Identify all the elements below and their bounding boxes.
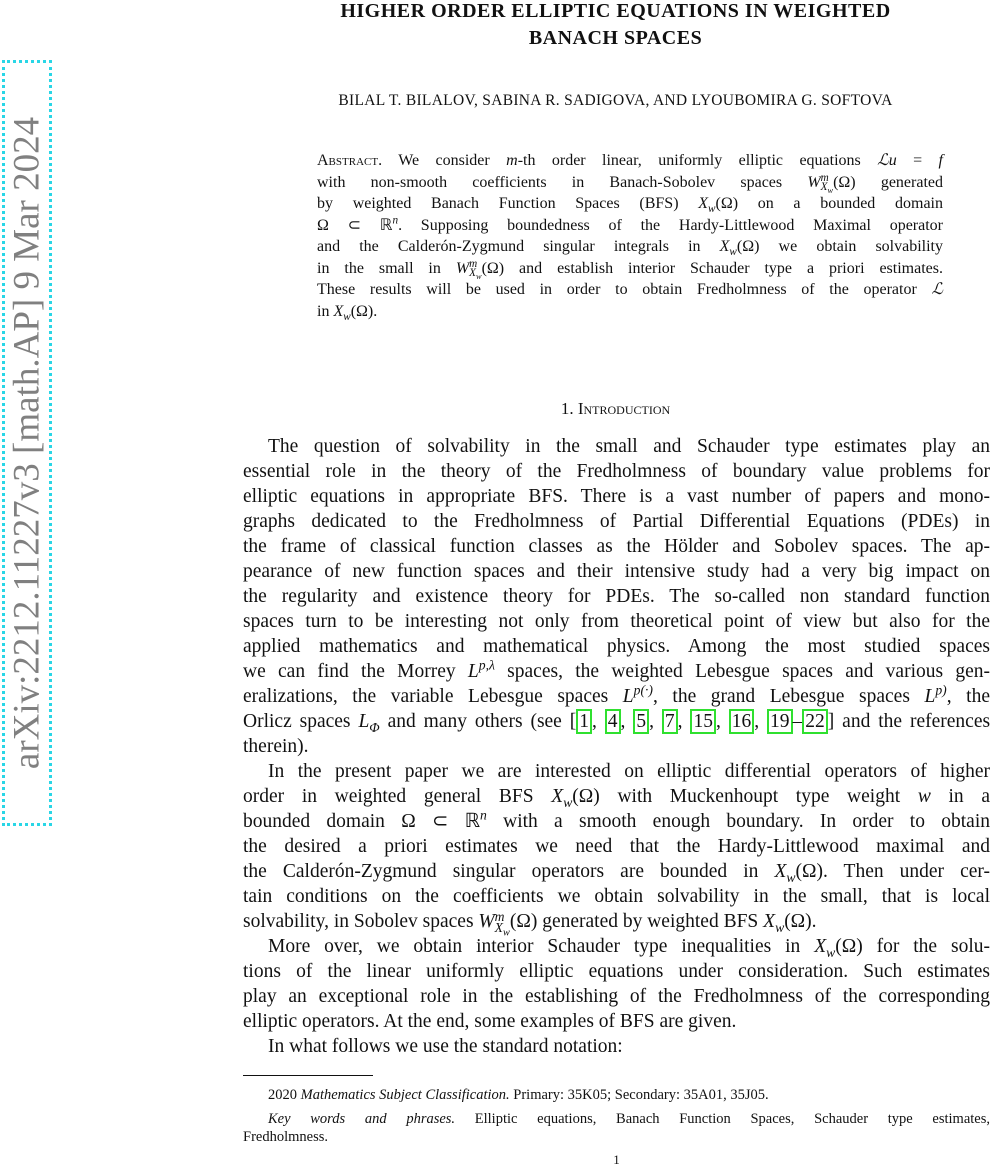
text-run: solvability, in Sobolev spaces xyxy=(243,911,479,932)
math-symbol: X xyxy=(814,936,827,957)
math-symbol: W xyxy=(478,911,495,932)
math-subscript: w xyxy=(343,310,351,323)
text-run: The question of solvability in the small and Schauder type estimates play an xyxy=(268,436,990,457)
text-run: In the present paper we are interested on elliptic differential operators of higher xyxy=(268,761,990,782)
paragraph xyxy=(243,434,990,759)
text-run: tions of the linear uniformly elliptic equations under consideration. Such estimates xyxy=(243,961,990,982)
text-line xyxy=(243,434,990,459)
text-line xyxy=(243,459,990,484)
paragraph xyxy=(243,1034,990,1059)
text-line xyxy=(243,659,990,684)
text-run: eralizations, the variable Lebesgue spaces xyxy=(243,686,623,707)
math-symbol: X xyxy=(551,786,564,807)
text-run: (Ω) with Muckenhoupt type weight xyxy=(572,786,918,807)
text-run: and many others (see [ xyxy=(379,711,577,732)
page-number: 1 xyxy=(613,1152,620,1167)
text-run: More over, we obtain interior Schauder type inequalities in xyxy=(268,936,815,957)
text-run: Orlicz spaces xyxy=(243,711,359,732)
text-run: , xyxy=(649,711,662,732)
arxiv-id: arXiv:2212.11227v3 [math.AP] 9 Mar 2024 xyxy=(6,116,48,770)
text-run: , xyxy=(592,711,605,732)
text-line xyxy=(243,934,990,959)
footnotes xyxy=(243,1086,990,1146)
text-run: elliptic operators. At the end, some examples of BFS are given. xyxy=(243,1011,737,1032)
citation-link[interactable]: 4 xyxy=(605,709,621,734)
text-run: with non-smooth coefficients in Banach-Sobolev spaces xyxy=(317,173,808,191)
footnote-rule xyxy=(243,1075,373,1076)
text-run: therein). xyxy=(243,736,309,757)
text-run: the Calderón-Zygmund singular operators are bounded in xyxy=(243,861,775,882)
text-run: (Ω). Then under cer- xyxy=(795,861,990,882)
text-run: . Supposing boundedness of the Hardy-Littlewood Maximal operator xyxy=(398,216,943,234)
math-subscript: w xyxy=(775,919,785,935)
text-line xyxy=(317,236,943,258)
text-run: in the small in xyxy=(317,259,456,277)
math-symbol: L xyxy=(924,686,936,707)
math-symbol: X xyxy=(719,238,730,255)
math-subscript: $X_w$ xyxy=(820,180,834,196)
math-symbol: f xyxy=(938,152,943,169)
text-run: pearance of new function spaces and their intensive study had a very big impact on xyxy=(243,561,990,582)
text-run: (Ω) generated xyxy=(833,173,943,191)
text-run: bounded domain Ω ⊂ ℝ xyxy=(243,811,481,832)
math-supsub xyxy=(820,171,834,196)
math-superscript: p(·) xyxy=(633,682,653,698)
citation-link[interactable]: 19 xyxy=(767,709,793,734)
text-line xyxy=(317,215,943,237)
text-run: , the grand Lebesgue spaces xyxy=(652,686,925,707)
math-supsub xyxy=(494,908,510,939)
math-symbol: L xyxy=(467,661,479,682)
text-line xyxy=(243,984,990,1009)
math-supsub xyxy=(469,257,482,282)
text-run: the frame of classical function classes as the Hölder and Sobolev spaces. The ap- xyxy=(243,536,990,557)
section-title: Introduction xyxy=(577,399,671,418)
text-line xyxy=(243,734,990,759)
text-line xyxy=(243,759,990,784)
math-subscript: w xyxy=(475,272,482,282)
text-run: by weighted Banach Function Spaces (BFS) xyxy=(317,195,699,212)
text-line xyxy=(243,684,990,709)
text-line xyxy=(243,1009,990,1034)
text-line xyxy=(317,301,943,323)
text-line xyxy=(243,509,990,534)
text-run: , xyxy=(620,711,634,732)
text-line xyxy=(317,150,943,172)
citation-link[interactable]: 22 xyxy=(802,709,828,734)
text-run: play an exceptional role in the establishing of the Fredholmness of the corresponding xyxy=(243,986,990,1007)
math-subscript: w xyxy=(503,927,510,939)
text-line xyxy=(243,609,990,634)
math-symbol: L xyxy=(358,711,370,732)
math-superscript: n xyxy=(392,214,399,227)
text-run: the regularity and existence theory for PDEs. The so-called non standard function xyxy=(243,586,990,607)
math-symbol: X xyxy=(774,861,787,882)
math-symbol: ℒ xyxy=(931,281,943,298)
text-line xyxy=(243,959,990,984)
math-superscript: m xyxy=(820,171,829,184)
math-symbol: X xyxy=(763,911,776,932)
text-line xyxy=(243,884,990,909)
text-run: , xyxy=(677,711,691,732)
text-run: spaces turn to be interesting not only from theoretical point of view but also for the xyxy=(243,611,990,632)
text-run: with a smooth enough boundary. In order to obtain xyxy=(486,811,990,832)
text-run: (Ω) and establish interior Schauder type a priori estimates. xyxy=(481,259,943,277)
math-symbol: W xyxy=(807,173,821,191)
text-run: essential role in the theory of the Fredholmness of boundary value problems for xyxy=(243,461,990,482)
citation-link[interactable]: 1 xyxy=(576,709,592,734)
text-run: (Ω) we obtain solvability xyxy=(736,238,943,255)
citation-link[interactable]: 16 xyxy=(729,709,755,734)
section-number: 1. xyxy=(560,399,574,418)
text-run: tain conditions on the coefficients we obtain solvability in the small, that is local xyxy=(243,886,990,907)
math-symbol: w xyxy=(917,786,931,807)
text-run: order in weighted general BFS xyxy=(243,786,552,807)
text-line xyxy=(317,172,943,194)
text-run: In what follows we use the standard notation: xyxy=(268,1036,623,1057)
abstract-label: Abstract. xyxy=(317,152,383,169)
text-line xyxy=(317,279,943,301)
math-superscript: m xyxy=(469,257,478,270)
text-line xyxy=(317,193,943,215)
text-run: we can find the Morrey xyxy=(243,661,468,682)
math-subscript: w xyxy=(826,944,836,960)
introduction-body xyxy=(243,434,990,1059)
text-line xyxy=(243,784,990,809)
math-superscript: p) xyxy=(935,682,947,698)
math-subscript: $X_w$ xyxy=(469,266,482,282)
footnote-msc: 2020 Mathematics Subject Classification. Primary: 35K05; Secondary: 35A01, 35J05. xyxy=(268,1087,769,1103)
abstract xyxy=(317,150,943,322)
paragraph xyxy=(243,934,990,1034)
math-subscript: w xyxy=(827,186,834,196)
citation-link[interactable]: 7 xyxy=(662,709,678,734)
text-run: elliptic equations in appropriate BFS. There is a vast number of papers and mono- xyxy=(243,486,990,507)
text-run: – xyxy=(792,711,803,732)
text-run: spaces, the weighted Lebesgue spaces and various gen- xyxy=(494,661,990,682)
text-run: in xyxy=(317,302,334,320)
text-run: applied mathematics and mathematical physics. Among the most studied spaces xyxy=(243,636,990,657)
text-run: , xyxy=(715,711,729,732)
text-line xyxy=(243,908,990,939)
math-symbol: X xyxy=(333,302,344,320)
math-symbol: X xyxy=(698,195,709,212)
text-line xyxy=(243,709,990,734)
text-line xyxy=(243,834,990,859)
authors: BILAL T. BILALOV, SABINA R. SADIGOVA, AND LYOUBOMIRA G. SOFTOVA xyxy=(338,92,893,109)
footnote-keywords: Key words and phrases. Elliptic equations, Banach Function Spaces, Schauder type estimates, xyxy=(268,1111,990,1127)
text-line xyxy=(317,258,943,280)
math-symbol: m xyxy=(506,152,518,169)
math-subscript: w xyxy=(563,794,573,810)
text-run: (Ω) on a bounded domain xyxy=(715,195,943,212)
text-line xyxy=(243,584,990,609)
text-run: Ω ⊂ ℝ xyxy=(317,216,393,234)
arxiv-stamp xyxy=(2,60,52,826)
text-run: = xyxy=(896,152,939,169)
text-line xyxy=(243,534,990,559)
math-subscript: Φ xyxy=(369,719,380,735)
text-line xyxy=(243,484,990,509)
math-subscript: w xyxy=(708,203,716,216)
math-superscript: p,λ xyxy=(478,657,495,673)
citation-link[interactable]: 15 xyxy=(690,709,716,734)
text-run: (Ω). xyxy=(784,911,817,932)
math-symbol: L xyxy=(622,686,634,707)
text-line xyxy=(243,559,990,584)
text-run: These results will be used in order to obtain Fredholmness of the operator xyxy=(317,281,932,298)
math-subscript: $X_w$ xyxy=(494,919,510,939)
math-subscript: w xyxy=(786,869,796,885)
math-subscript: w xyxy=(729,246,737,259)
paper-title-line-1: HIGHER ORDER ELLIPTIC EQUATIONS IN WEIGHTED xyxy=(340,0,891,22)
text-run: in a xyxy=(930,786,990,807)
math-superscript: n xyxy=(480,807,487,823)
text-run: , xyxy=(754,711,768,732)
text-run: We consider xyxy=(382,152,507,169)
text-run: the desired a priori estimates we need that the Hardy-Littlewood maximal and xyxy=(243,836,990,857)
text-line xyxy=(243,809,990,834)
citation-link[interactable]: 5 xyxy=(633,709,649,734)
footnote-keywords-cont: Fredholmness. xyxy=(243,1129,328,1145)
text-run: (Ω) generated by weighted BFS xyxy=(509,911,764,932)
text-run: and the Calderón-Zygmund singular integrals in xyxy=(317,238,720,255)
section-heading xyxy=(243,399,988,419)
text-run: -th order linear, uniformly elliptic equations xyxy=(517,152,878,169)
math-superscript: m xyxy=(494,908,505,924)
math-symbol: W xyxy=(455,259,470,277)
math-symbol: ℒu xyxy=(877,152,897,169)
text-run: ] and the references xyxy=(827,711,990,732)
text-run: (Ω) for the solu- xyxy=(835,936,990,957)
text-line xyxy=(243,1034,990,1059)
text-run: graphs dedicated to the Fredholmness of Partial Differential Equations (PDEs) in xyxy=(243,511,990,532)
text-run: , the xyxy=(946,686,990,707)
text-line xyxy=(243,634,990,659)
paragraph xyxy=(243,759,990,939)
text-line xyxy=(243,859,990,884)
text-run: (Ω). xyxy=(350,302,378,320)
paper-title-line-2: BANACH SPACES xyxy=(528,27,703,49)
